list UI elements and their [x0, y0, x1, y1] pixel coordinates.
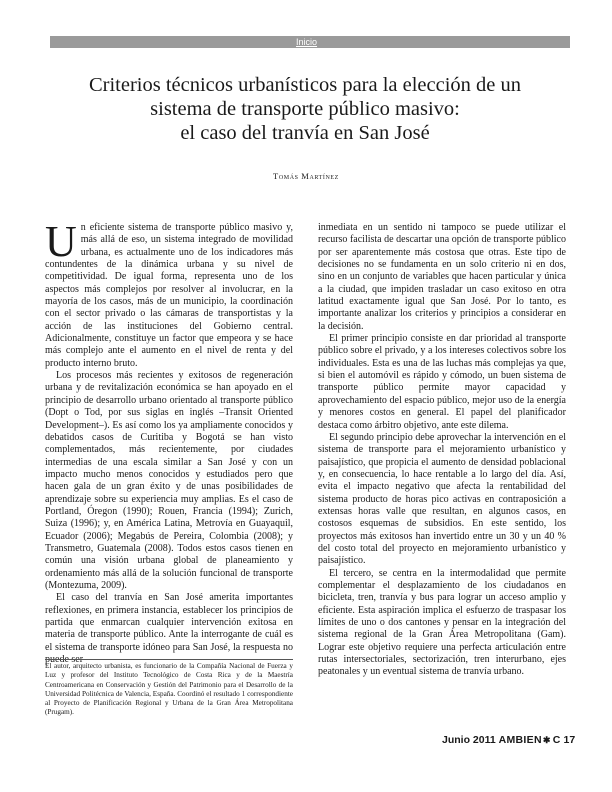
paragraph: inmediata en un sentido ni tampoco se puede utilizar el recurso facilista de descartar una opción de transporte público por ser aparentemente más costosa que otras. Este tipo de decisiones no se fundamenta en un solo criterio ni en dos, sino en un conjunto de variables que hacen particular y única a la ciudad, que impiden trasladar un caso exitoso en otra latitud exactamente igual que San José. Por lo tanto, es importante analizar los criterios y principios a considerar en la decisión.: [318, 222, 566, 332]
paragraph: Los procesos más recientes y exitosos de regeneración urbana y de revitalización económica se han apoyado en el principio de desarrollo urbano orientado al transporte público (Dopt o Tod, por sus siglas en inglés –Transit Oriented Development–). Es así como los ya ampliamente conocidos y debatidos casos de Curitiba y Bogotá se han visto complementados, más recientemente, por ciudades intermedias de una escala similar a San José y con un impacto mucho menos conocidos y estudiados pero que hacen gala de un gran éxito y de unas posibilidades de aprendizaje sobre su experiencia muy amplias. Es el caso de Portland, Óregon (1990); Rouen, Francia (1994); Zurich, Suiza (1996); y, en América Latina, Metrovía en Guayaquil, Ecuador (2006); Megabús de Pereira, Colombia (2008); y Transmetro, Guatemala (2008). Todos estos casos tienen en común una visión urbana global de planeamiento y ordenamiento más allá de la solución funcional de transporte (Montezuma, 2009).: [45, 370, 293, 591]
author-name: Tomás Martínez: [273, 171, 339, 181]
left-column: [45, 217, 293, 666]
page-footer: [442, 734, 576, 746]
paragraph: El caso del tranvía en San José amerita importantes reflexiones, en primera instancia, establecer los principios de partida que enmarcan cualquier intervención exitosa en materia de transporte público. Ante la interrogante de cuál es el sistema de transporte idóneo para San José, la respuesta no puede ser: [45, 592, 293, 666]
issue-date: Junio 2011: [442, 734, 496, 746]
footnote: El autor, arquitecto urbanista, es funcionario de la Compañía Nacional de Fuerza y Luz y profesor del Instituto Tecnológico de Costa Rica y de la Maestría Centroamericana en Conservación y Gestión del Patrimonio para el Desarrollo de la Universidad Politécnica de Valencia, España. Coordinó el resultado 1 correspondiente al Proyecto de Planificación Regional y Urbana de la Gran Área Metropolitana (Prugam).: [45, 662, 293, 717]
dropcap: U: [45, 217, 77, 266]
inicio-link[interactable]: Inicio: [296, 37, 318, 47]
footnote-divider: [45, 659, 293, 660]
paragraph: El tercero, se centra en la intermodalidad que permite complementar el desplazamiento de los ciudadanos en bicicleta, tren, tranvía y bus para lograr un acceso amplio y eficiente. Esta aspiración implica el esfuerzo de traspasar los límites de uno o dos cantones y pensar en la integración del sistema regional de la Gran Área Metropolitana (Gam). Lograr este objetivo requiere una perfecta articulación entre rutas intersectoriales, sectorización, tren interurbano, ejes peatonales y un eventual sistema de tranvía urbano.: [318, 567, 566, 678]
journal-name: [499, 734, 561, 746]
journal-name-part: AMBIEN: [498, 734, 542, 746]
paragraph: El primer principio consiste en dar prioridad al transporte público sobre el privado, y a los intereses colectivos sobre los individuales. Esta es una de las luchas más complejas ya que, si bien el automóvil es rápido y cómodo, un buen sistema de transporte público permite mayor capacidad y aprovechamiento del espacio público, mejor uso de la energía y menores costos en general. El papel del planificador destaca como árbitro objetivo, ante este dilema.: [318, 333, 566, 431]
title-line: el caso del tranvía en San José: [180, 122, 430, 144]
right-column: [318, 222, 566, 679]
title-line: Criterios técnicos urbanísticos para la elección de un: [88, 74, 522, 96]
paragraph: [45, 217, 293, 370]
journal-name-part: C: [552, 734, 561, 746]
paragraph: El segundo principio debe aprovechar la intervención en el sistema de transporte para el mejoramiento urbanístico y paisajístico, que propicia el aumento de densidad poblacional y, en consecuencia, lo hace rentable a lo largo del día. Así, evita el impacto negativo que afecta la rentabilidad del sistema producto de horas pico activas en contraposición a extensas horas valle que resultan, en algunos casos, en costosos esquemas de subsidios. En este sentido, los proyectos más exitosos han invertido entre un 30 y un 40 % del costo total del proyecto en mejoramiento urbanístico y paisajístico.: [318, 431, 566, 567]
page-number: 17: [563, 734, 576, 746]
paragraph-text: n eficiente sistema de transporte público masivo y, más allá de eso, un sistema integrado de movilidad urbana, es actualmente uno de los indicadores más contundentes de la dinámica urbana y su nivel de competitividad. De igual forma, representa uno de los aspectos más complejos por resolver al involucrar, en la mayoría de los casos, más de un municipio, la coordinación con el sector privado o las cámaras de transportistas y la acción de las instituciones del Gobierno central. Adicionalmente, constituye un factor que empeora y se hace más complejo ante el aumento en el nivel de renta y del producto interno bruto.: [45, 222, 293, 369]
journal-logo-icon: ✱: [542, 735, 551, 745]
title-line: sistema de transporte público masivo:: [150, 98, 460, 120]
article-title: [40, 73, 570, 145]
